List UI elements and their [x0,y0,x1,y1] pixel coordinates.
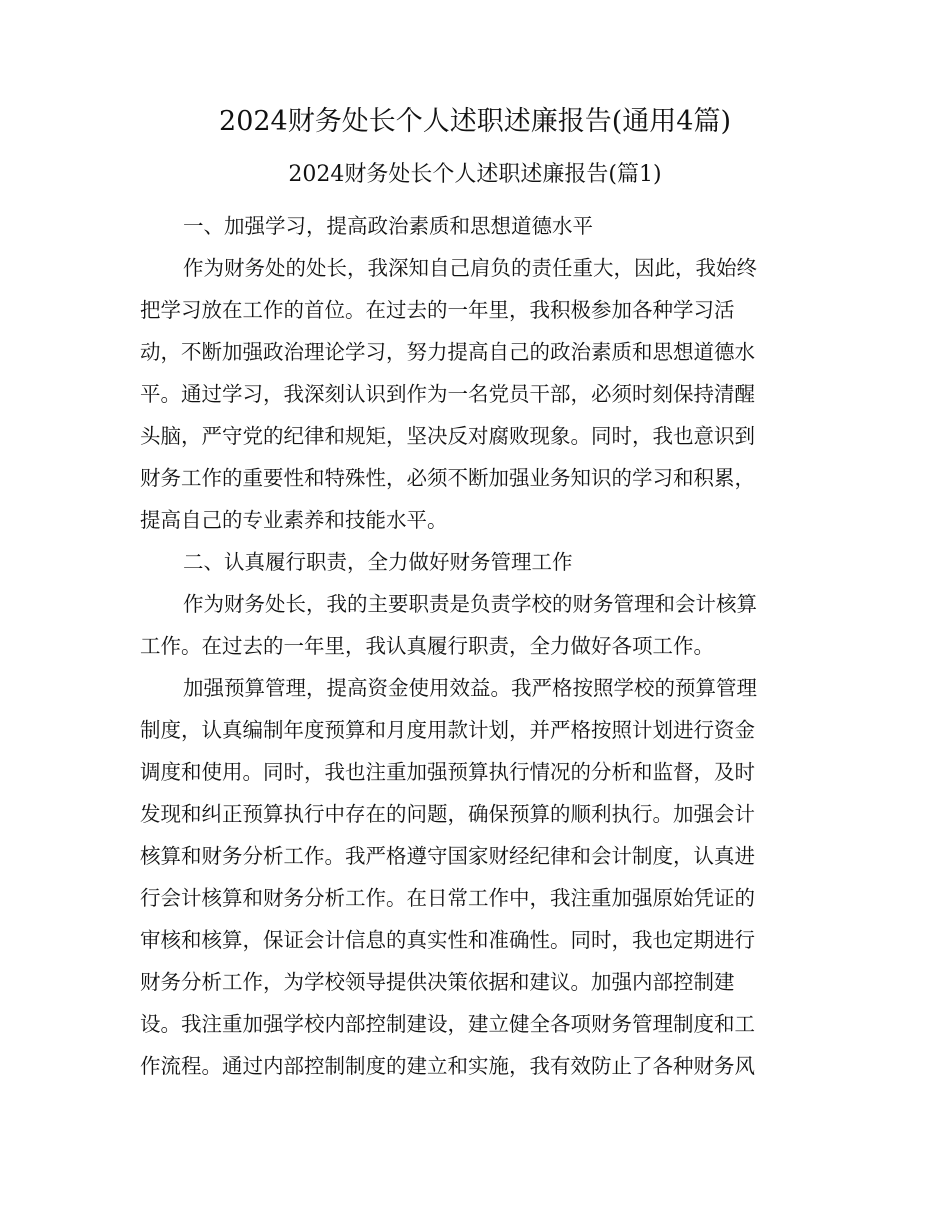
paragraph-line: 调度和使用。同时，我也注重加强预算执行情况的分析和监督，及时 [140,760,755,784]
paragraph-line: 提高自己的专业素养和技能水平。 [140,508,448,532]
paragraph-line: 动，不断加强政治理论学习，努力提高自己的政治素质和思想道德水 [140,340,755,364]
paragraph-line: 加强预算管理，提高资金使用效益。我严格按照学校的预算管理 [183,676,757,700]
paragraph-line: 核算和财务分析工作。我严格遵守国家财经纪律和会计制度，认真进 [140,844,755,868]
document-subtitle: 2024财务处长个人述职述廉报告(篇1) [288,162,662,187]
document-body [140,205,800,1087]
document-title: 2024财务处长个人述职述廉报告(通用4篇) [219,106,731,137]
paragraph-line: 财务工作的重要性和特殊性，必须不断加强业务知识的学习和积累， [140,466,755,490]
paragraph-line: 财务分析工作，为学校领导提供决策依据和建议。加强内部控制建 [140,970,735,994]
paragraph-line: 工作。在过去的一年里，我认真履行职责，全力做好各项工作。 [140,634,714,658]
section-heading: 二、认真履行职责，全力做好财务管理工作 [183,550,573,574]
paragraph-line: 头脑，严守党的纪律和规矩，坚决反对腐败现象。同时，我也意识到 [140,424,755,448]
paragraph-line: 平。通过学习，我深刻认识到作为一名党员干部，必须时刻保持清醒 [140,382,755,406]
paragraph-line: 制度，认真编制年度预算和月度用款计划，并严格按照计划进行资金 [140,718,755,742]
paragraph-line: 作流程。通过内部控制制度的建立和实施，我有效防止了各种财务风 [140,1054,755,1078]
paragraph-line: 发现和纠正预算执行中存在的问题，确保预算的顺利执行。加强会计 [140,802,755,826]
paragraph-line: 行会计核算和财务分析工作。在日常工作中，我注重加强原始凭证的 [140,886,755,910]
paragraph-line: 把学习放在工作的首位。在过去的一年里，我积极参加各种学习活 [140,298,735,322]
paragraph-line: 作为财务处长，我的主要职责是负责学校的财务管理和会计核算 [183,592,757,616]
paragraph-line: 审核和核算，保证会计信息的真实性和准确性。同时，我也定期进行 [140,928,755,952]
paragraph-line: 设。我注重加强学校内部控制建设，建立健全各项财务管理制度和工 [140,1012,755,1036]
section-heading: 一、加强学习，提高政治素质和思想道德水平 [183,214,593,238]
paragraph-line: 作为财务处的处长，我深知自己肩负的责任重大，因此，我始终 [183,256,757,280]
